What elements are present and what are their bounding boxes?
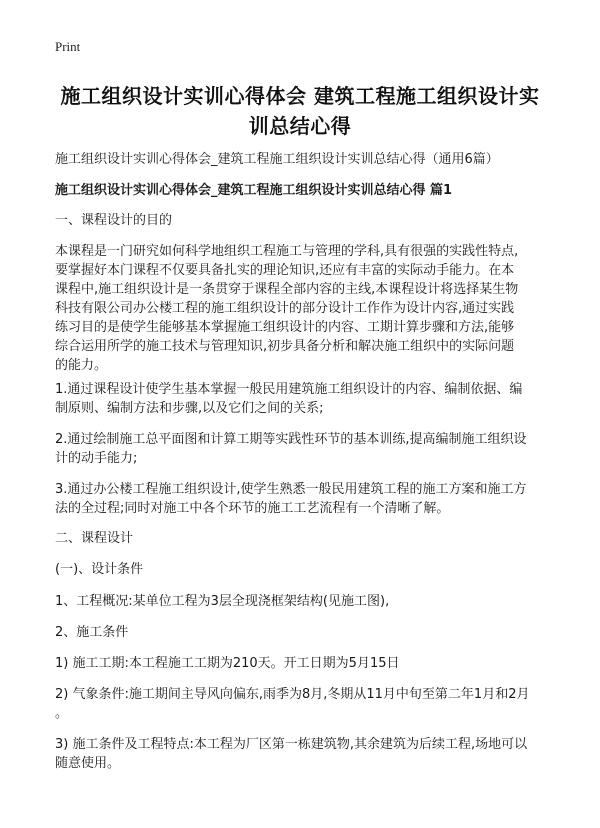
condition-subitem-line: 2) 气象条件:施工期间主导风向偏东,雨季为8月,冬期从11月中旬至第二年1月和2月 [55, 687, 530, 702]
paragraph-line: 要掌握好本门课程不仅要具备扎实的理论知识,还应有丰富的实际动手能力。在本 [55, 263, 515, 278]
list-item-3-line: 法的全过程;同时对施工中各个环节的施工工艺流程有一个清晰了解。 [55, 501, 450, 516]
list-item-2-line: 计的动手能力; [55, 451, 138, 466]
list-item-1-line: 制原则、编制方法和步骤,以及它们之间的关系; [55, 401, 324, 416]
list-item-3-line: 3.通过办公楼工程施工组织设计,使学生熟悉一般民用建筑工程的施工方案和施工方 [55, 482, 527, 497]
section-heading-1: 一、课程设计的目的 [55, 213, 173, 228]
paragraph-line: 本课程是一门研究如何科学地组织工程施工与管理的学科,具有很强的实践性特点, [55, 244, 519, 259]
article-heading: 施工组织设计实训心得体会_建筑工程施工组织设计实训总结心得 篇1 [55, 183, 453, 198]
document-subtitle: 施工组织设计实训心得体会_建筑工程施工组织设计实训总结心得（通用6篇） [55, 152, 499, 167]
page-title-line-1: 施工组织设计实训心得体会 建筑工程施工组织设计实 [60, 84, 540, 108]
subsection-heading: (一)、设计条件 [55, 562, 144, 577]
page-title-line-2: 训总结心得 [248, 114, 352, 138]
paragraph-line: 科技有限公司办公楼工程的施工组织设计的部分设计工作作为设计内容,通过实践 [55, 301, 515, 316]
condition-subitem-line: 3) 施工条件及工程特点:本工程为厂区第一栋建筑物,其余建筑为后续工程,场地可以 [55, 737, 528, 752]
section-heading-2: 二、课程设计 [55, 531, 134, 546]
list-item-1-line: 1.通过课程设计使学生基本掌握一般民用建筑施工组织设计的内容、编制依据、编 [55, 382, 523, 397]
list-item-2-line: 2.通过绘制施工总平面图和计算工期等实践性环节的基本训练,提高编制施工组织设 [55, 432, 527, 447]
paragraph-line: 的能力。 [55, 358, 108, 373]
condition-item: 2、施工条件 [55, 625, 129, 640]
paragraph-line: 综合运用所学的施工技术与管理知识,初步具备分析和解决施工组织中的实际问题 [55, 339, 515, 354]
paragraph-line: 课程中,施工组织设计是一条贯穿于课程全部内容的主线,本课程设计将选择某生物 [55, 282, 519, 297]
print-link[interactable]: Print [55, 39, 81, 54]
condition-subitem-line: 随意使用。 [55, 756, 121, 771]
condition-item: 1、工程概况:某单位工程为3层全现浇框架结构(见施工图), [55, 594, 390, 609]
condition-subitem: 1) 施工工期:本工程施工工期为210天。开工日期为5月15日 [55, 656, 400, 671]
paragraph-line: 练习目的是使学生能够基本掌握施工组织设计的内容、工期计算步骤和方法,能够 [55, 320, 515, 335]
condition-subitem-line: 。 [55, 706, 69, 721]
